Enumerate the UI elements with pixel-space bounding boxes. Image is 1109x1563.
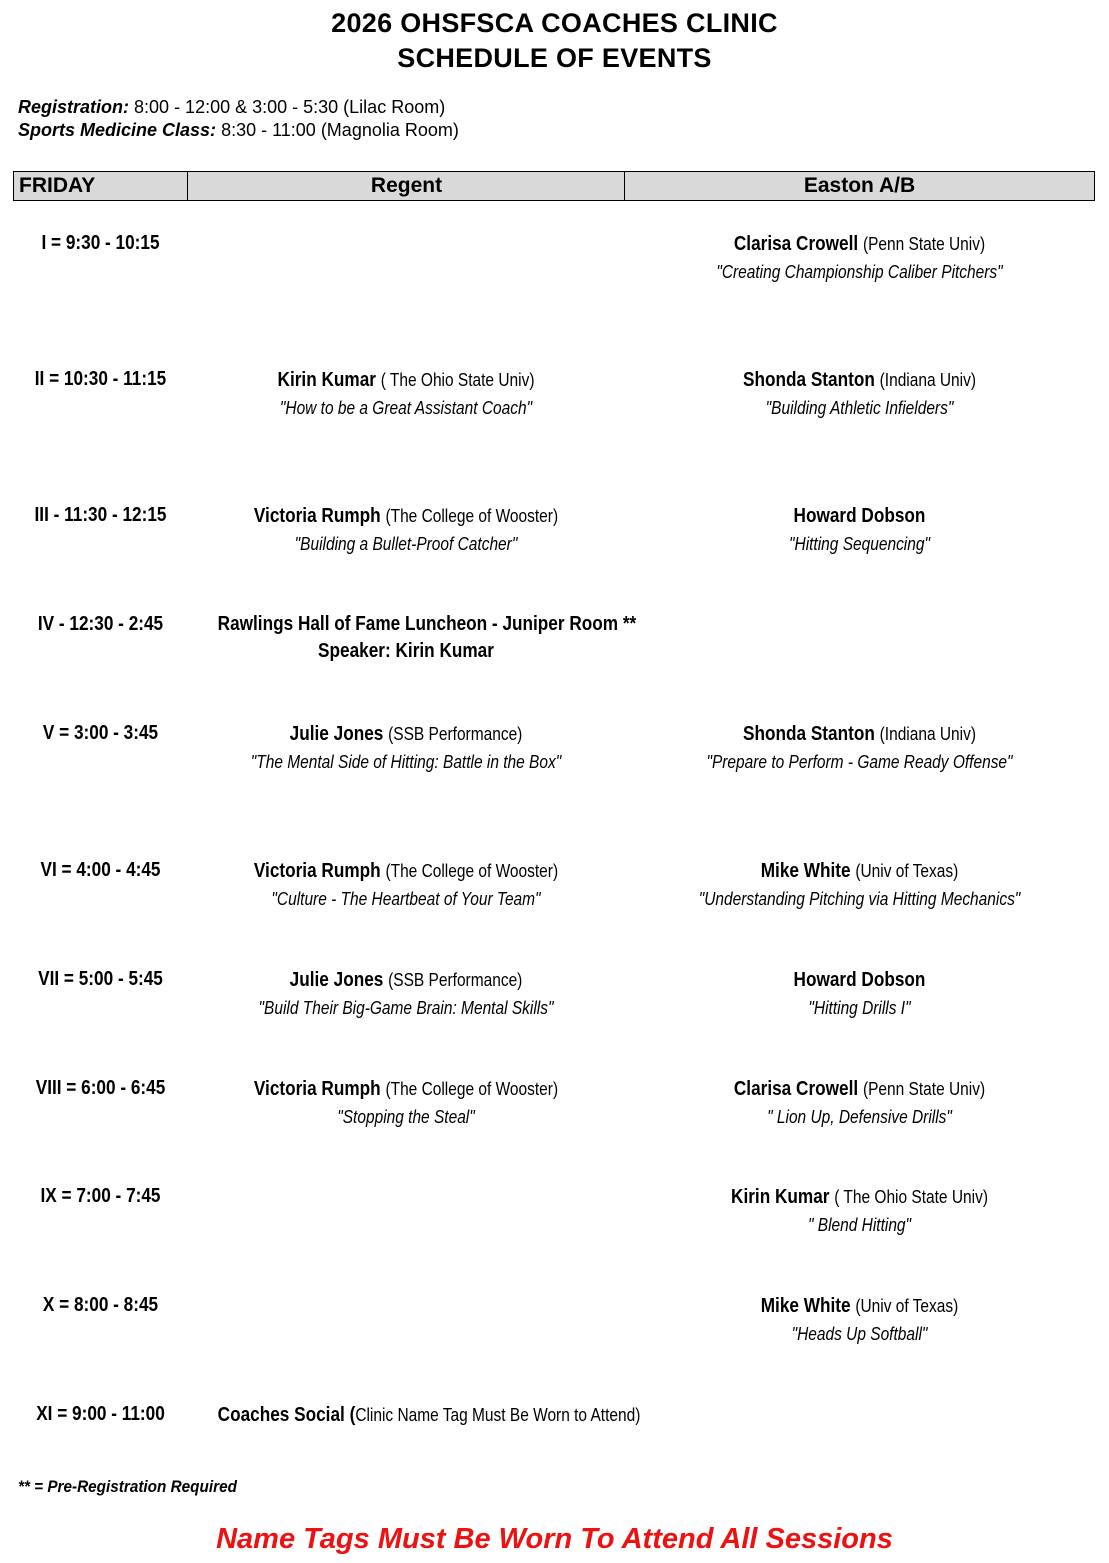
- easton-session: [657, 505, 1062, 555]
- speaker-name: Julie Jones: [289, 969, 384, 991]
- session-time: X = 8:00 - 8:45: [42, 1294, 159, 1316]
- speaker-affiliation: (Penn State Univ): [862, 234, 986, 254]
- speaker-name: Mike White: [760, 860, 851, 882]
- header-regent: Regent: [187, 171, 625, 201]
- header-day: FRIDAY: [13, 171, 188, 201]
- session-topic: "How to be a Great Assistant Coach": [279, 398, 533, 418]
- easton-session: [657, 369, 1062, 419]
- easton-session: [657, 1078, 1062, 1128]
- session-time: VII = 5:00 - 5:45: [38, 968, 163, 990]
- speaker-name: Howard Dobson: [793, 969, 926, 991]
- registration-value: 8:00 - 12:00 & 3:00 - 5:30 (Lilac Room): [134, 97, 446, 117]
- session-topic: "Heads Up Softball": [791, 1324, 928, 1344]
- session-time: III - 11:30 - 12:15: [34, 504, 167, 526]
- speaker-name: Shonda Stanton: [742, 369, 875, 391]
- regent-session: [218, 505, 595, 555]
- social-title: Coaches Social (: [217, 1404, 356, 1426]
- easton-session: [657, 723, 1062, 773]
- regent-session: [218, 369, 595, 419]
- speaker-affiliation: (Univ of Texas): [855, 861, 959, 881]
- easton-session: [657, 233, 1062, 283]
- speaker-name: Kirin Kumar: [731, 1186, 830, 1208]
- speaker-name: Victoria Rumph: [253, 1078, 381, 1100]
- session-time: I = 9:30 - 10:15: [41, 232, 160, 254]
- easton-session: [657, 860, 1062, 910]
- session-topic: "Culture - The Heartbeat of Your Team": [271, 889, 541, 909]
- speaker-affiliation: (The College of Wooster): [385, 861, 559, 881]
- session-topic: "Creating Championship Caliber Pitchers": [716, 262, 1003, 282]
- session-topic: "Hitting Sequencing": [789, 534, 930, 554]
- speaker-name: Howard Dobson: [793, 505, 926, 527]
- regent-session: [218, 860, 595, 910]
- session-topic: "Hitting Drills I": [808, 998, 911, 1018]
- session-topic: "Build Their Big-Game Brain: Mental Skills": [258, 998, 554, 1018]
- speaker-name: Victoria Rumph: [253, 860, 381, 882]
- session-topic: " Lion Up, Defensive Drills": [767, 1107, 952, 1127]
- regent-session: [218, 1078, 595, 1128]
- speaker-name: Mike White: [760, 1295, 851, 1317]
- speaker-affiliation: (Indiana Univ): [879, 724, 977, 744]
- speaker-name: Kirin Kumar: [277, 369, 376, 391]
- speaker-affiliation: ( The Ohio State Univ): [834, 1187, 988, 1207]
- session-time: XI = 9:00 - 11:00: [36, 1403, 165, 1425]
- page-title: 2026 OHSFSCA COACHES CLINIC: [331, 8, 778, 38]
- regent-session: [218, 969, 595, 1019]
- session-topic: "The Mental Side of Hitting: Battle in the Box": [250, 752, 562, 772]
- speaker-name: Julie Jones: [289, 723, 384, 745]
- session-topic: "Stopping the Steal": [337, 1107, 475, 1127]
- regent-session: [218, 723, 595, 773]
- sports-medicine-label: Sports Medicine Class:: [18, 120, 217, 140]
- session-time: II = 10:30 - 11:15: [34, 368, 167, 390]
- speaker-affiliation: ( The Ohio State Univ): [380, 370, 535, 390]
- session-topic: " Blend Hitting": [807, 1215, 912, 1235]
- speaker-name: Victoria Rumph: [253, 505, 381, 527]
- registration-info: [18, 97, 445, 118]
- speaker-affiliation: (SSB Performance): [388, 724, 523, 744]
- speaker-name: Shonda Stanton: [742, 723, 875, 745]
- header-easton: Easton A/B: [624, 171, 1095, 201]
- sports-medicine-value: 8:30 - 11:00 (Magnolia Room): [221, 120, 459, 140]
- coaches-social: [217, 1404, 641, 1426]
- speaker-name: Clarisa Crowell: [733, 233, 859, 255]
- registration-label: Registration:: [18, 97, 130, 117]
- easton-session: [657, 969, 1062, 1019]
- session-time: IV - 12:30 - 2:45: [37, 613, 164, 635]
- footnote: ** = Pre-Registration Required: [18, 1477, 237, 1496]
- speaker-name: Clarisa Crowell: [733, 1078, 859, 1100]
- page-subtitle: SCHEDULE OF EVENTS: [397, 43, 712, 73]
- luncheon-event: [217, 611, 637, 665]
- speaker-affiliation: (SSB Performance): [388, 970, 523, 990]
- sports-medicine-info: [18, 120, 459, 141]
- luncheon-speaker: Speaker: Kirin Kumar: [318, 640, 494, 662]
- luncheon-title: Rawlings Hall of Fame Luncheon - Juniper Room **: [217, 613, 637, 635]
- easton-session: [657, 1186, 1062, 1236]
- session-topic: "Understanding Pitching via Hitting Mechanics": [698, 889, 1021, 909]
- speaker-affiliation: (Indiana Univ): [879, 370, 977, 390]
- speaker-affiliation: (The College of Wooster): [385, 1079, 559, 1099]
- easton-session: [657, 1295, 1062, 1345]
- speaker-affiliation: (Penn State Univ): [862, 1079, 986, 1099]
- session-time: VIII = 6:00 - 6:45: [35, 1077, 166, 1099]
- session-time: IX = 7:00 - 7:45: [40, 1185, 161, 1207]
- session-topic: "Building Athletic Infielders": [765, 398, 954, 418]
- speaker-affiliation: (The College of Wooster): [385, 506, 559, 526]
- session-time: V = 3:00 - 3:45: [42, 722, 159, 744]
- session-topic: "Building a Bullet-Proof Catcher": [294, 534, 518, 554]
- speaker-affiliation: (Univ of Texas): [855, 1296, 959, 1316]
- name-tag-banner: Name Tags Must Be Worn To Attend All Sessions: [216, 1523, 893, 1555]
- session-topic: "Prepare to Perform - Game Ready Offense": [706, 752, 1013, 772]
- social-note: Clinic Name Tag Must Be Worn to Attend): [355, 1405, 641, 1425]
- session-time: VI = 4:00 - 4:45: [40, 859, 161, 881]
